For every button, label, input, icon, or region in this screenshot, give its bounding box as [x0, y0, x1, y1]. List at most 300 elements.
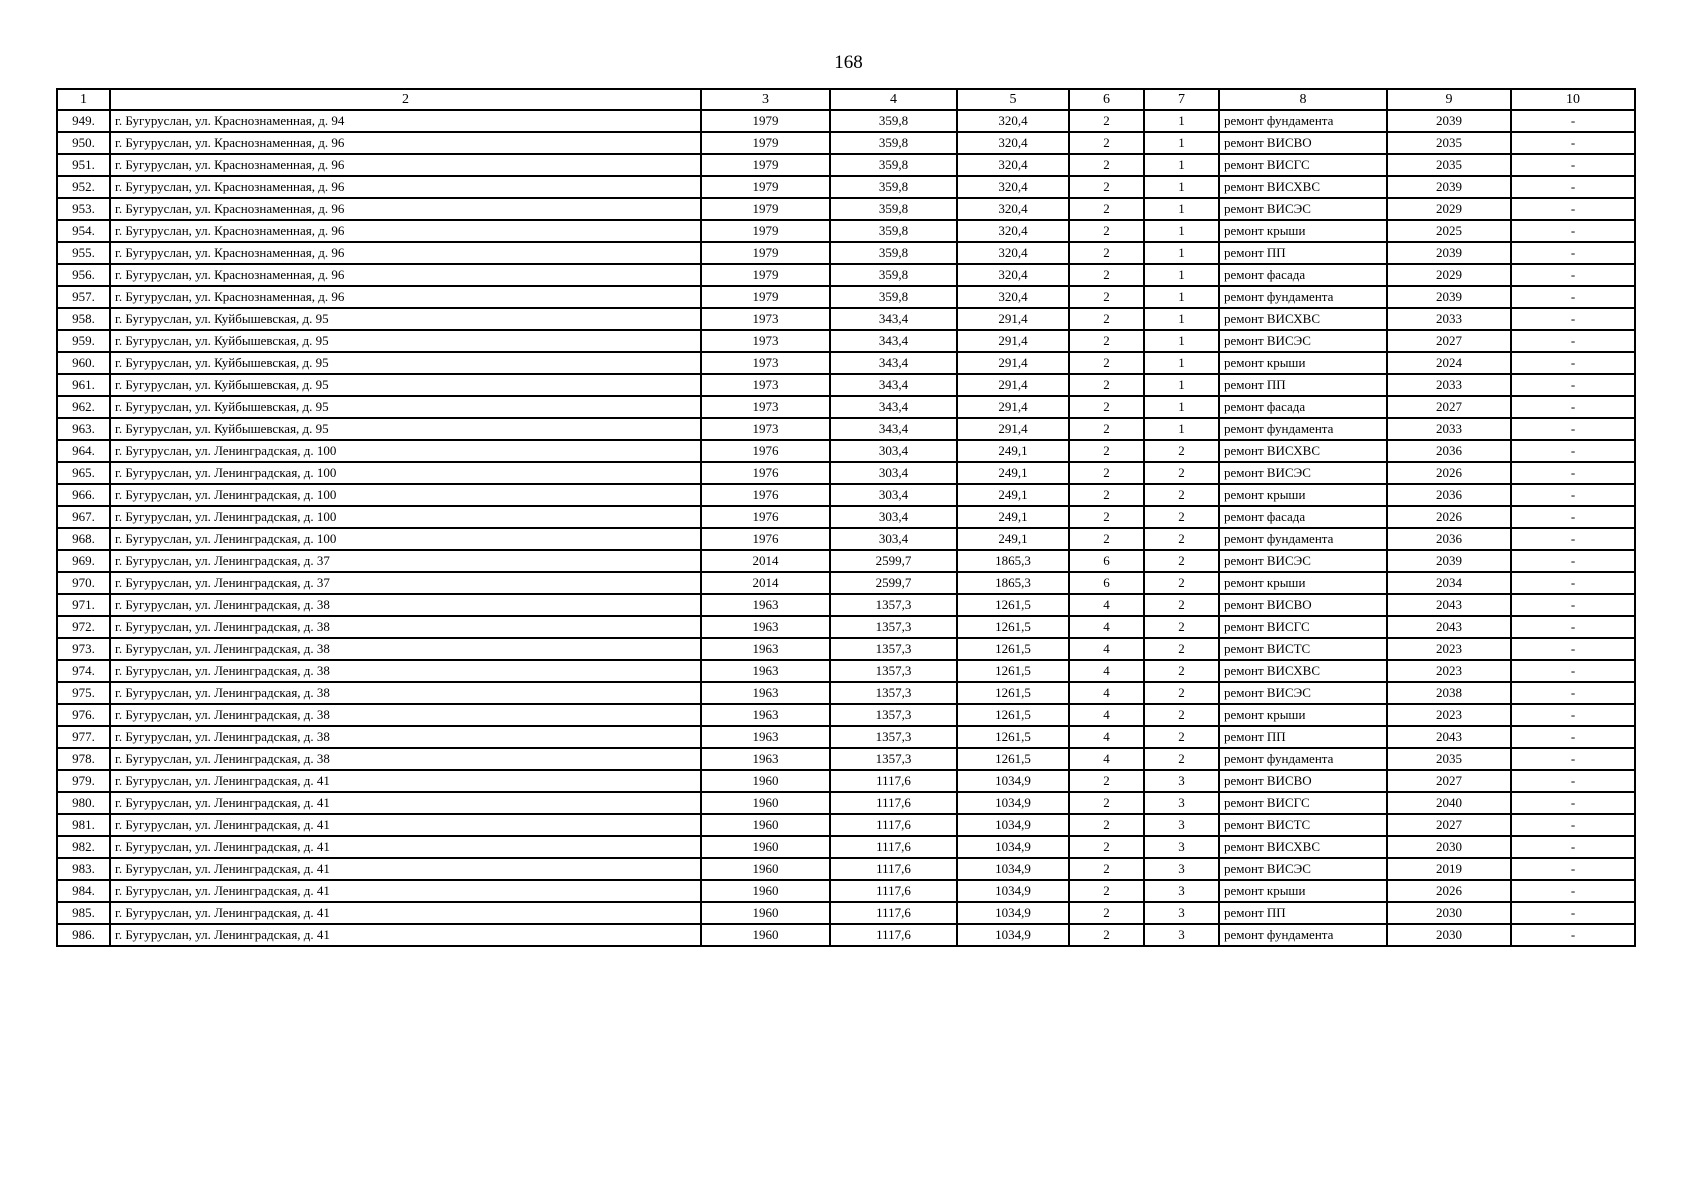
work-type-cell: ремонт фасада: [1219, 506, 1387, 528]
work-type-cell: ремонт ВИСЭС: [1219, 858, 1387, 880]
work-type-cell: ремонт ВИСГС: [1219, 792, 1387, 814]
total-area-cell: 359,8: [830, 132, 957, 154]
floors-cell: 2: [1069, 396, 1144, 418]
row-number-cell: 976.: [57, 704, 110, 726]
year-built-cell: 1976: [701, 528, 830, 550]
year-built-cell: 1960: [701, 858, 830, 880]
entrances-cell: 1: [1144, 308, 1219, 330]
planned-year-cell: 2035: [1387, 132, 1511, 154]
total-area-cell: 359,8: [830, 220, 957, 242]
row-number-cell: 970.: [57, 572, 110, 594]
year-built-cell: 1976: [701, 484, 830, 506]
year-built-cell: 1963: [701, 726, 830, 748]
table-row: [57, 770, 1635, 792]
living-area-cell: 291,4: [957, 308, 1069, 330]
floors-cell: 4: [1069, 660, 1144, 682]
year-built-cell: 1963: [701, 594, 830, 616]
living-area-cell: 320,4: [957, 220, 1069, 242]
year-built-cell: 1963: [701, 638, 830, 660]
entrances-cell: 3: [1144, 814, 1219, 836]
year-built-cell: 1973: [701, 374, 830, 396]
floors-cell: 2: [1069, 924, 1144, 946]
total-area-cell: 343,4: [830, 308, 957, 330]
entrances-cell: 3: [1144, 836, 1219, 858]
address-cell: г. Бугуруслан, ул. Краснознаменная, д. 96: [110, 176, 701, 198]
living-area-cell: 291,4: [957, 374, 1069, 396]
cost-cell: -: [1511, 836, 1635, 858]
entrances-cell: 3: [1144, 770, 1219, 792]
year-built-cell: 1960: [701, 880, 830, 902]
year-built-cell: 1973: [701, 418, 830, 440]
entrances-cell: 1: [1144, 264, 1219, 286]
total-area-cell: 303,4: [830, 462, 957, 484]
living-area-cell: 1261,5: [957, 594, 1069, 616]
planned-year-cell: 2035: [1387, 154, 1511, 176]
entrances-cell: 3: [1144, 880, 1219, 902]
address-cell: г. Бугуруслан, ул. Ленинградская, д. 41: [110, 858, 701, 880]
year-built-cell: 1973: [701, 330, 830, 352]
entrances-cell: 2: [1144, 484, 1219, 506]
table-row: [57, 154, 1635, 176]
cost-cell: -: [1511, 286, 1635, 308]
living-area-cell: 320,4: [957, 132, 1069, 154]
year-built-cell: 1979: [701, 110, 830, 132]
planned-year-cell: 2023: [1387, 660, 1511, 682]
row-number-cell: 957.: [57, 286, 110, 308]
row-number-cell: 950.: [57, 132, 110, 154]
living-area-cell: 320,4: [957, 154, 1069, 176]
cost-cell: -: [1511, 308, 1635, 330]
planned-year-cell: 2043: [1387, 594, 1511, 616]
table-row: [57, 748, 1635, 770]
entrances-cell: 1: [1144, 374, 1219, 396]
living-area-cell: 1034,9: [957, 814, 1069, 836]
entrances-cell: 1: [1144, 220, 1219, 242]
work-type-cell: ремонт крыши: [1219, 704, 1387, 726]
year-built-cell: 1960: [701, 924, 830, 946]
address-cell: г. Бугуруслан, ул. Краснознаменная, д. 96: [110, 286, 701, 308]
work-type-cell: ремонт ВИСХВС: [1219, 176, 1387, 198]
living-area-cell: 320,4: [957, 198, 1069, 220]
cost-cell: -: [1511, 484, 1635, 506]
column-header: 4: [830, 89, 957, 110]
total-area-cell: 1117,6: [830, 880, 957, 902]
work-type-cell: ремонт ВИСЭС: [1219, 198, 1387, 220]
row-number-cell: 985.: [57, 902, 110, 924]
living-area-cell: 320,4: [957, 242, 1069, 264]
header-row: [57, 89, 1635, 110]
address-cell: г. Бугуруслан, ул. Ленинградская, д. 37: [110, 572, 701, 594]
cost-cell: -: [1511, 154, 1635, 176]
total-area-cell: 343,4: [830, 352, 957, 374]
table-row: [57, 572, 1635, 594]
floors-cell: 2: [1069, 330, 1144, 352]
address-cell: г. Бугуруслан, ул. Ленинградская, д. 38: [110, 726, 701, 748]
address-cell: г. Бугуруслан, ул. Ленинградская, д. 100: [110, 440, 701, 462]
row-number-cell: 986.: [57, 924, 110, 946]
planned-year-cell: 2025: [1387, 220, 1511, 242]
row-number-cell: 975.: [57, 682, 110, 704]
work-type-cell: ремонт крыши: [1219, 484, 1387, 506]
total-area-cell: 1117,6: [830, 836, 957, 858]
planned-year-cell: 2039: [1387, 176, 1511, 198]
row-number-cell: 963.: [57, 418, 110, 440]
address-cell: г. Бугуруслан, ул. Ленинградская, д. 41: [110, 770, 701, 792]
living-area-cell: 249,1: [957, 440, 1069, 462]
entrances-cell: 1: [1144, 198, 1219, 220]
work-type-cell: ремонт ВИСТС: [1219, 638, 1387, 660]
planned-year-cell: 2027: [1387, 330, 1511, 352]
table-row: [57, 418, 1635, 440]
entrances-cell: 3: [1144, 858, 1219, 880]
work-type-cell: ремонт ВИСЭС: [1219, 330, 1387, 352]
address-cell: г. Бугуруслан, ул. Ленинградская, д. 38: [110, 660, 701, 682]
row-number-cell: 968.: [57, 528, 110, 550]
address-cell: г. Бугуруслан, ул. Ленинградская, д. 41: [110, 924, 701, 946]
planned-year-cell: 2039: [1387, 550, 1511, 572]
entrances-cell: 2: [1144, 682, 1219, 704]
floors-cell: 6: [1069, 550, 1144, 572]
cost-cell: -: [1511, 726, 1635, 748]
table-row: [57, 902, 1635, 924]
living-area-cell: 320,4: [957, 286, 1069, 308]
row-number-cell: 961.: [57, 374, 110, 396]
living-area-cell: 1261,5: [957, 616, 1069, 638]
work-type-cell: ремонт ВИСХВС: [1219, 836, 1387, 858]
planned-year-cell: 2030: [1387, 924, 1511, 946]
floors-cell: 2: [1069, 286, 1144, 308]
living-area-cell: 249,1: [957, 528, 1069, 550]
column-header: 10: [1511, 89, 1635, 110]
year-built-cell: 1979: [701, 242, 830, 264]
entrances-cell: 2: [1144, 704, 1219, 726]
total-area-cell: 1117,6: [830, 924, 957, 946]
column-header: 8: [1219, 89, 1387, 110]
address-cell: г. Бугуруслан, ул. Куйбышевская, д. 95: [110, 352, 701, 374]
cost-cell: -: [1511, 770, 1635, 792]
floors-cell: 2: [1069, 770, 1144, 792]
table-row: [57, 462, 1635, 484]
total-area-cell: 2599,7: [830, 550, 957, 572]
entrances-cell: 3: [1144, 924, 1219, 946]
work-type-cell: ремонт фундамента: [1219, 924, 1387, 946]
table-row: [57, 704, 1635, 726]
total-area-cell: 1117,6: [830, 814, 957, 836]
table-row: [57, 176, 1635, 198]
living-area-cell: 1034,9: [957, 792, 1069, 814]
floors-cell: 2: [1069, 198, 1144, 220]
table-row: [57, 396, 1635, 418]
entrances-cell: 2: [1144, 440, 1219, 462]
table-row: [57, 528, 1635, 550]
planned-year-cell: 2026: [1387, 506, 1511, 528]
repair-schedule-table: [56, 88, 1636, 947]
work-type-cell: ремонт фундамента: [1219, 110, 1387, 132]
total-area-cell: 359,8: [830, 242, 957, 264]
floors-cell: 2: [1069, 836, 1144, 858]
planned-year-cell: 2034: [1387, 572, 1511, 594]
address-cell: г. Бугуруслан, ул. Ленинградская, д. 41: [110, 880, 701, 902]
column-header: 3: [701, 89, 830, 110]
total-area-cell: 1117,6: [830, 858, 957, 880]
living-area-cell: 1261,5: [957, 682, 1069, 704]
total-area-cell: 1117,6: [830, 770, 957, 792]
planned-year-cell: 2030: [1387, 902, 1511, 924]
total-area-cell: 359,8: [830, 198, 957, 220]
total-area-cell: 1357,3: [830, 660, 957, 682]
total-area-cell: 303,4: [830, 506, 957, 528]
address-cell: г. Бугуруслан, ул. Ленинградская, д. 100: [110, 528, 701, 550]
cost-cell: -: [1511, 132, 1635, 154]
entrances-cell: 2: [1144, 462, 1219, 484]
work-type-cell: ремонт ВИСЭС: [1219, 550, 1387, 572]
floors-cell: 4: [1069, 726, 1144, 748]
address-cell: г. Бугуруслан, ул. Краснознаменная, д. 96: [110, 198, 701, 220]
floors-cell: 4: [1069, 748, 1144, 770]
planned-year-cell: 2023: [1387, 704, 1511, 726]
cost-cell: -: [1511, 902, 1635, 924]
entrances-cell: 1: [1144, 330, 1219, 352]
total-area-cell: 1357,3: [830, 748, 957, 770]
entrances-cell: 2: [1144, 506, 1219, 528]
cost-cell: -: [1511, 748, 1635, 770]
planned-year-cell: 2030: [1387, 836, 1511, 858]
table-row: [57, 550, 1635, 572]
entrances-cell: 1: [1144, 286, 1219, 308]
address-cell: г. Бугуруслан, ул. Ленинградская, д. 38: [110, 638, 701, 660]
table-row: [57, 242, 1635, 264]
floors-cell: 2: [1069, 880, 1144, 902]
address-cell: г. Бугуруслан, ул. Краснознаменная, д. 96: [110, 264, 701, 286]
living-area-cell: 1034,9: [957, 924, 1069, 946]
floors-cell: 2: [1069, 132, 1144, 154]
table-row: [57, 814, 1635, 836]
address-cell: г. Бугуруслан, ул. Краснознаменная, д. 96: [110, 242, 701, 264]
work-type-cell: ремонт крыши: [1219, 220, 1387, 242]
address-cell: г. Бугуруслан, ул. Ленинградская, д. 38: [110, 682, 701, 704]
year-built-cell: 1979: [701, 286, 830, 308]
table-row: [57, 132, 1635, 154]
row-number-cell: 981.: [57, 814, 110, 836]
year-built-cell: 1973: [701, 396, 830, 418]
floors-cell: 2: [1069, 308, 1144, 330]
cost-cell: -: [1511, 396, 1635, 418]
year-built-cell: 1960: [701, 902, 830, 924]
cost-cell: -: [1511, 594, 1635, 616]
planned-year-cell: 2033: [1387, 418, 1511, 440]
cost-cell: -: [1511, 198, 1635, 220]
living-area-cell: 320,4: [957, 110, 1069, 132]
floors-cell: 2: [1069, 154, 1144, 176]
floors-cell: 2: [1069, 418, 1144, 440]
row-number-cell: 962.: [57, 396, 110, 418]
year-built-cell: 2014: [701, 572, 830, 594]
cost-cell: -: [1511, 330, 1635, 352]
cost-cell: -: [1511, 792, 1635, 814]
row-number-cell: 982.: [57, 836, 110, 858]
row-number-cell: 959.: [57, 330, 110, 352]
floors-cell: 2: [1069, 220, 1144, 242]
cost-cell: -: [1511, 572, 1635, 594]
year-built-cell: 1960: [701, 792, 830, 814]
total-area-cell: 303,4: [830, 528, 957, 550]
row-number-cell: 972.: [57, 616, 110, 638]
address-cell: г. Бугуруслан, ул. Ленинградская, д. 100: [110, 462, 701, 484]
work-type-cell: ремонт ПП: [1219, 726, 1387, 748]
total-area-cell: 303,4: [830, 484, 957, 506]
table-row: [57, 198, 1635, 220]
table-row: [57, 330, 1635, 352]
row-number-cell: 983.: [57, 858, 110, 880]
total-area-cell: 359,8: [830, 176, 957, 198]
work-type-cell: ремонт ВИСВО: [1219, 594, 1387, 616]
work-type-cell: ремонт ВИСЭС: [1219, 462, 1387, 484]
living-area-cell: 1865,3: [957, 550, 1069, 572]
row-number-cell: 977.: [57, 726, 110, 748]
table-row: [57, 308, 1635, 330]
work-type-cell: ремонт ВИСТС: [1219, 814, 1387, 836]
year-built-cell: 1963: [701, 682, 830, 704]
row-number-cell: 967.: [57, 506, 110, 528]
total-area-cell: 2599,7: [830, 572, 957, 594]
living-area-cell: 1034,9: [957, 770, 1069, 792]
address-cell: г. Бугуруслан, ул. Ленинградская, д. 38: [110, 594, 701, 616]
entrances-cell: 2: [1144, 528, 1219, 550]
row-number-cell: 949.: [57, 110, 110, 132]
floors-cell: 2: [1069, 792, 1144, 814]
planned-year-cell: 2033: [1387, 308, 1511, 330]
planned-year-cell: 2036: [1387, 528, 1511, 550]
table-row: [57, 836, 1635, 858]
living-area-cell: 320,4: [957, 264, 1069, 286]
cost-cell: -: [1511, 506, 1635, 528]
floors-cell: 4: [1069, 638, 1144, 660]
floors-cell: 2: [1069, 858, 1144, 880]
work-type-cell: ремонт ВИСХВС: [1219, 440, 1387, 462]
planned-year-cell: 2029: [1387, 264, 1511, 286]
cost-cell: -: [1511, 924, 1635, 946]
living-area-cell: 1034,9: [957, 902, 1069, 924]
year-built-cell: 1976: [701, 440, 830, 462]
year-built-cell: 1963: [701, 748, 830, 770]
address-cell: г. Бугуруслан, ул. Краснознаменная, д. 96: [110, 154, 701, 176]
planned-year-cell: 2036: [1387, 440, 1511, 462]
row-number-cell: 953.: [57, 198, 110, 220]
planned-year-cell: 2024: [1387, 352, 1511, 374]
entrances-cell: 1: [1144, 132, 1219, 154]
column-header: 5: [957, 89, 1069, 110]
floors-cell: 4: [1069, 616, 1144, 638]
floors-cell: 4: [1069, 594, 1144, 616]
entrances-cell: 1: [1144, 396, 1219, 418]
work-type-cell: ремонт ВИСХВС: [1219, 660, 1387, 682]
living-area-cell: 1865,3: [957, 572, 1069, 594]
total-area-cell: 1357,3: [830, 638, 957, 660]
cost-cell: -: [1511, 550, 1635, 572]
living-area-cell: 1261,5: [957, 748, 1069, 770]
entrances-cell: 2: [1144, 726, 1219, 748]
address-cell: г. Бугуруслан, ул. Ленинградская, д. 41: [110, 792, 701, 814]
column-header: 7: [1144, 89, 1219, 110]
row-number-cell: 984.: [57, 880, 110, 902]
year-built-cell: 1960: [701, 836, 830, 858]
planned-year-cell: 2040: [1387, 792, 1511, 814]
entrances-cell: 3: [1144, 792, 1219, 814]
work-type-cell: ремонт ВИСГС: [1219, 154, 1387, 176]
work-type-cell: ремонт крыши: [1219, 572, 1387, 594]
entrances-cell: 2: [1144, 550, 1219, 572]
living-area-cell: 320,4: [957, 176, 1069, 198]
address-cell: г. Бугуруслан, ул. Краснознаменная, д. 96: [110, 132, 701, 154]
total-area-cell: 343,4: [830, 330, 957, 352]
table-body: [57, 110, 1635, 946]
entrances-cell: 2: [1144, 616, 1219, 638]
table-row: [57, 616, 1635, 638]
planned-year-cell: 2043: [1387, 726, 1511, 748]
cost-cell: -: [1511, 352, 1635, 374]
address-cell: г. Бугуруслан, ул. Ленинградская, д. 38: [110, 704, 701, 726]
floors-cell: 2: [1069, 814, 1144, 836]
floors-cell: 2: [1069, 176, 1144, 198]
work-type-cell: ремонт фасада: [1219, 264, 1387, 286]
cost-cell: -: [1511, 858, 1635, 880]
table-row: [57, 506, 1635, 528]
year-built-cell: 1976: [701, 462, 830, 484]
row-number-cell: 964.: [57, 440, 110, 462]
floors-cell: 4: [1069, 704, 1144, 726]
address-cell: г. Бугуруслан, ул. Куйбышевская, д. 95: [110, 418, 701, 440]
entrances-cell: 1: [1144, 154, 1219, 176]
address-cell: г. Бугуруслан, ул. Ленинградская, д. 100: [110, 506, 701, 528]
work-type-cell: ремонт ПП: [1219, 902, 1387, 924]
table-row: [57, 594, 1635, 616]
row-number-cell: 979.: [57, 770, 110, 792]
work-type-cell: ремонт фундамента: [1219, 748, 1387, 770]
address-cell: г. Бугуруслан, ул. Куйбышевская, д. 95: [110, 374, 701, 396]
year-built-cell: 1979: [701, 264, 830, 286]
row-number-cell: 954.: [57, 220, 110, 242]
cost-cell: -: [1511, 704, 1635, 726]
row-number-cell: 966.: [57, 484, 110, 506]
year-built-cell: 1979: [701, 198, 830, 220]
year-built-cell: 1963: [701, 704, 830, 726]
column-header: 6: [1069, 89, 1144, 110]
work-type-cell: ремонт ВИСГС: [1219, 616, 1387, 638]
work-type-cell: ремонт ВИСВО: [1219, 132, 1387, 154]
total-area-cell: 1117,6: [830, 792, 957, 814]
planned-year-cell: 2039: [1387, 110, 1511, 132]
total-area-cell: 359,8: [830, 154, 957, 176]
cost-cell: -: [1511, 264, 1635, 286]
cost-cell: -: [1511, 242, 1635, 264]
address-cell: г. Бугуруслан, ул. Ленинградская, д. 41: [110, 814, 701, 836]
total-area-cell: 343,4: [830, 418, 957, 440]
planned-year-cell: 2036: [1387, 484, 1511, 506]
work-type-cell: ремонт фундамента: [1219, 528, 1387, 550]
total-area-cell: 1357,3: [830, 704, 957, 726]
planned-year-cell: 2039: [1387, 286, 1511, 308]
floors-cell: 2: [1069, 264, 1144, 286]
table-row: [57, 374, 1635, 396]
column-header: 2: [110, 89, 701, 110]
living-area-cell: 1261,5: [957, 660, 1069, 682]
floors-cell: 2: [1069, 528, 1144, 550]
entrances-cell: 1: [1144, 110, 1219, 132]
year-built-cell: 1960: [701, 814, 830, 836]
table-row: [57, 220, 1635, 242]
address-cell: г. Бугуруслан, ул. Куйбышевская, д. 95: [110, 330, 701, 352]
cost-cell: -: [1511, 440, 1635, 462]
